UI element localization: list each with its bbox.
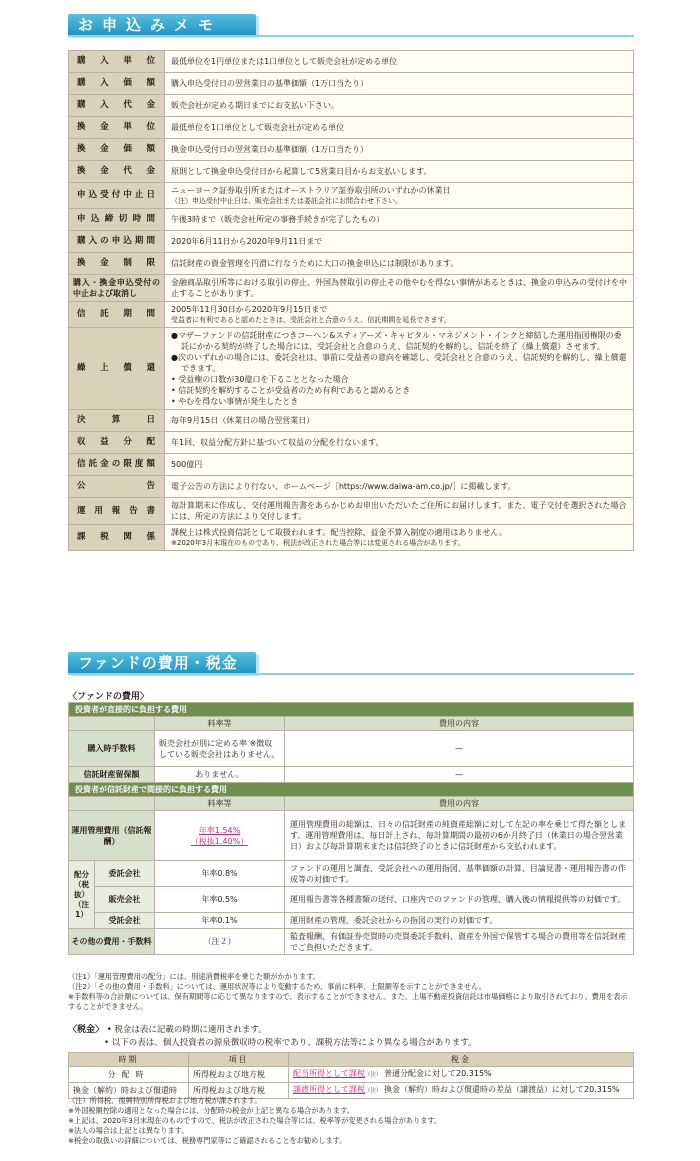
memo-section-title: お申込みメモ bbox=[68, 14, 256, 36]
alloc-desc-trustor: ファンドの運用と調査、受託会社への運用指図、基準価額の計算、目論見書・運用報告書の作成等の対価です。 bbox=[285, 861, 634, 887]
purchase-fee-label: 購入時手数料 bbox=[69, 731, 155, 767]
memo-title-rule bbox=[68, 35, 634, 37]
alloc-label-trustor: 委託会社 bbox=[95, 861, 155, 887]
memo-row-text: 午後3時まで（販売会社所定の事務手続きが完了したもの） bbox=[171, 215, 385, 224]
memo-row-text: 金融商品取引所等における取引の停止、外国為替取引の停止その他やむを得ない事情があるときは、換金の申込みの受付けを中止することがあります。 bbox=[171, 278, 627, 298]
memo-row-value bbox=[165, 183, 634, 209]
memo-row-label: 購入代金 bbox=[69, 95, 165, 117]
memo-row bbox=[69, 432, 634, 454]
memo-row-note: （注）申込受付中止日は、販売会社または委託会社にお問合わせ下さい。 bbox=[171, 197, 402, 205]
tax-detail-capital-gain: 換金（解約）時および償還時の差益（譲渡益）に対して20.315% bbox=[384, 1085, 620, 1094]
memo-row-label: 購入の申込期間 bbox=[69, 231, 165, 253]
tax-row-redemption-item: 所得税および地方税 bbox=[189, 1083, 289, 1099]
memo-row-value bbox=[165, 95, 634, 117]
memo-row-text: 換金申込受付日の翌営業日の基準価額（1万口当たり） bbox=[171, 145, 369, 154]
memo-row-value bbox=[165, 410, 634, 432]
tax-row-distribution-item: 所得税および地方税 bbox=[189, 1067, 289, 1083]
memo-row-value bbox=[165, 498, 634, 525]
memo-row-text: 電子公告の方法により行ない、ホームページ［https://www.daiwa-am.co.jp/］に掲載します。 bbox=[171, 482, 516, 491]
tax-note-mark-1: （注） bbox=[365, 1072, 382, 1078]
memo-row-label: 収益分配 bbox=[69, 432, 165, 454]
reserve-desc: — bbox=[285, 767, 634, 783]
memo-row-text: 販売会社が定める期日までにお支払い下さい。 bbox=[171, 101, 339, 110]
application-memo-table bbox=[68, 50, 634, 551]
tax-bullet-2: • 以下の表は、個人投資者の源泉徴収時の税率であり、課税方法等により異なる場合があります。 bbox=[104, 1038, 477, 1048]
memo-row bbox=[69, 476, 634, 498]
rate-column-header: 料率等 bbox=[155, 717, 285, 731]
memo-row-label: 購入価額 bbox=[69, 73, 165, 95]
tax-heading bbox=[68, 1024, 477, 1050]
tax-note-2: ※外国税額控除の適用となった場合には、分配時の税金が上記と異なる場合があります。 bbox=[68, 1106, 354, 1115]
fee-notes bbox=[68, 972, 634, 1012]
memo-row-value bbox=[165, 209, 634, 231]
tax-row-redemption-time: 換金（解約）時および償還時 bbox=[69, 1083, 189, 1099]
memo-row-label: 換金代金 bbox=[69, 161, 165, 183]
memo-row-value bbox=[165, 328, 634, 410]
memo-row bbox=[69, 275, 634, 302]
fee-header-blank bbox=[69, 717, 155, 731]
memo-row-label: 購入単位 bbox=[69, 51, 165, 73]
fund-fees-subtitle: 〈ファンドの費用〉 bbox=[68, 692, 149, 702]
reserve-rate: ありません。 bbox=[155, 767, 285, 783]
memo-row bbox=[69, 454, 634, 476]
tax-note-4: ※法人の場合は上記とは異なります。 bbox=[68, 1126, 189, 1135]
memo-row-text: 2005年11月30日から2020年9月15日まで bbox=[171, 305, 328, 314]
fee-note-1: （注1）「運用管理費用の配分」には、別途消費税率を乗じた額がかかります。 bbox=[68, 972, 320, 981]
tax-row-distribution-time: 分配時 bbox=[69, 1067, 189, 1083]
memo-row bbox=[69, 95, 634, 117]
alloc-rate-trustor: 年率0.8% bbox=[155, 861, 285, 887]
tax-note-mark-2: （注） bbox=[365, 1088, 382, 1094]
memo-row-label: 課税関係 bbox=[69, 525, 165, 551]
tax-col-tax: 税金 bbox=[289, 1053, 634, 1067]
tax-row-distribution-tax bbox=[289, 1067, 634, 1083]
memo-list-item: ●マザーファンドの信託財産につきコーヘン&スティアーズ・キャピタル・マネジメント・インクと締結した運用指図権限の委託にかかる契約が終了した場合には、受託会社と合意のうえ、信託契約を解約し、信託を終了（繰上償還）させます。 bbox=[171, 331, 622, 351]
memo-row-label: 換金価額 bbox=[69, 139, 165, 161]
memo-list-item: • 信託契約を解約することが受益者のため有利であると認めるとき bbox=[171, 386, 411, 395]
memo-row-text: 毎計算期末に作成し、交付運用報告書をあらかじめお申出いただいたご住所にお届けします。また、電子交付を選択された場合には、所定の方法により交付します。 bbox=[171, 501, 627, 521]
purchase-fee-desc: — bbox=[285, 731, 634, 767]
memo-row-text: 最低単位を1口単位として販売会社が定める単位 bbox=[171, 123, 345, 132]
memo-row bbox=[69, 410, 634, 432]
memo-row-label: 運用報告書 bbox=[69, 498, 165, 525]
alloc-desc-trustee: 運用財産の管理、委託会社からの指図の実行の対価です。 bbox=[285, 913, 634, 929]
memo-row bbox=[69, 183, 634, 209]
memo-row-label: 繰上償還 bbox=[69, 328, 165, 410]
management-fee-desc: 運用管理費用の総額は、日々の信託財産の純資産総額に対して左記の率を乗じて得た額とします。運用管理費用は、毎日計上され、毎計算期間の最初の6か月終了日（休業日の場合翌営業日）および毎計算期末または信託終了のときに信託財産から支払われます。 bbox=[285, 811, 634, 861]
reserve-label: 信託財産留保額 bbox=[69, 767, 155, 783]
tax-table bbox=[68, 1052, 634, 1099]
management-fee-label: 運用管理費用（信託報酬） bbox=[69, 811, 155, 861]
memo-row-text: 課税上は株式投資信託として取扱われます。配当控除、益金不算入制度の適用はありません。 bbox=[171, 528, 507, 537]
memo-row-label: 公告 bbox=[69, 476, 165, 498]
memo-row-value bbox=[165, 51, 634, 73]
memo-row-text: 最低単位を1円単位または1口単位として販売会社が定める単位 bbox=[171, 57, 398, 66]
fund-fee-table bbox=[68, 702, 634, 955]
memo-row bbox=[69, 73, 634, 95]
fees-title-rule bbox=[68, 673, 634, 675]
tax-note-1: （注）所得税、復興特別所得税および地方税が課されます。 bbox=[68, 1096, 262, 1105]
tax-note-5: ※税金の取扱いの詳細については、税務専門家等にご確認されることをお勧めします。 bbox=[68, 1136, 347, 1145]
memo-row bbox=[69, 498, 634, 525]
memo-row-value bbox=[165, 231, 634, 253]
memo-row-label: 換金制限 bbox=[69, 253, 165, 275]
memo-row-value bbox=[165, 302, 634, 328]
tax-note-3: ※上記は、2020年3月末現在のものですので、税法が改正された場合等には、税率等が変更される場合があります。 bbox=[68, 1116, 442, 1125]
management-fee-rate-gross: 年率1.54% bbox=[198, 825, 241, 835]
alloc-rate-distributor: 年率0.5% bbox=[155, 887, 285, 913]
memo-row bbox=[69, 139, 634, 161]
alloc-desc-distributor: 運用報告書等各種書類の送付、口座内でのファンドの管理、購入後の情報提供等の対価です。 bbox=[285, 887, 634, 913]
alloc-label-trustee: 受託会社 bbox=[95, 913, 155, 929]
memo-row-value bbox=[165, 73, 634, 95]
memo-row bbox=[69, 231, 634, 253]
memo-row bbox=[69, 302, 634, 328]
management-fee-rate bbox=[155, 811, 285, 861]
memo-row-text: 信託財産の資金管理を円滑に行なうために大口の換金申込には制限があります。 bbox=[171, 259, 459, 268]
memo-row-text: 年1回、収益分配方針に基づいて収益の分配を行ないます。 bbox=[171, 438, 384, 447]
memo-row-text: 毎年9月15日（休業日の場合翌営業日） bbox=[171, 416, 315, 425]
memo-row-value bbox=[165, 275, 634, 302]
description-column-header-2: 費用の内容 bbox=[285, 797, 634, 811]
memo-row-label: 信託金の限度額 bbox=[69, 454, 165, 476]
other-fee-rate: （注２） bbox=[155, 929, 285, 955]
memo-row-value bbox=[165, 476, 634, 498]
memo-row-label: 購入・換金申込受付の中止および取消し bbox=[69, 275, 165, 302]
rate-column-header-2: 料率等 bbox=[155, 797, 285, 811]
purchase-fee-rate: 販売会社が別に定める率 ※徴収している販売会社はありません。 bbox=[155, 731, 285, 767]
memo-row-value bbox=[165, 525, 634, 551]
memo-row-value bbox=[165, 432, 634, 454]
description-column-header: 費用の内容 bbox=[285, 717, 634, 731]
tax-label: 〈税金〉 bbox=[68, 1025, 105, 1035]
memo-row-note: ※2020年3月末現在のものであり、税法が改正された場合等には変更される場合があります。 bbox=[171, 539, 465, 547]
tax-bullet-1: • 税金は表に記載の時期に適用されます。 bbox=[106, 1025, 267, 1035]
memo-row-text: 原則として換金申込受付日から起算して5営業日目からお支払いします。 bbox=[171, 167, 432, 176]
memo-row-text: 2020年6月11日から2020年9月11日まで bbox=[171, 237, 323, 246]
memo-row-label: 申込締切時間 bbox=[69, 209, 165, 231]
direct-cost-group: 投資者が直接的に負担する費用 bbox=[69, 703, 634, 717]
memo-row bbox=[69, 525, 634, 551]
memo-row-value bbox=[165, 454, 634, 476]
fees-section-title: ファンドの費用・税金 bbox=[68, 652, 256, 674]
memo-row bbox=[69, 209, 634, 231]
tax-kind-dividend: 配当所得として課税 bbox=[293, 1069, 365, 1078]
memo-row-value bbox=[165, 161, 634, 183]
allocation-label: 配分（税抜）（注1） bbox=[69, 861, 95, 929]
memo-row-value bbox=[165, 117, 634, 139]
fee-note-2: （注2）「その他の費用・手数料」については、運用状況等により変動するため、事前に料率、上限額等を示すことができません。 bbox=[68, 982, 486, 991]
memo-row bbox=[69, 161, 634, 183]
memo-row bbox=[69, 253, 634, 275]
fee-header-blank-2 bbox=[69, 797, 155, 811]
memo-list-item: ●次のいずれかの場合には、委託会社は、事前に受益者の意向を確認し、受託会社と合意のうえ、信託契約を解約し、繰上償還できます。 bbox=[171, 353, 627, 373]
memo-row bbox=[69, 51, 634, 73]
alloc-label-distributor: 販売会社 bbox=[95, 887, 155, 913]
memo-row-text: 500億円 bbox=[171, 460, 203, 469]
fee-note-3: ※手数料等の合計額については、保有期間等に応じて異なりますので、表示することができません。また、上場不動産投資信託は市場価格により取引されており、費用を表示することができません。 bbox=[68, 992, 628, 1011]
management-fee-rate-net: （税抜1.40%） bbox=[190, 836, 249, 846]
memo-row-value bbox=[165, 139, 634, 161]
memo-list-item: • やむを得ない事情が発生したとき bbox=[171, 397, 299, 406]
memo-row bbox=[69, 328, 634, 410]
memo-row-list bbox=[171, 330, 627, 407]
tax-notes bbox=[68, 1096, 634, 1146]
memo-row-note: 受益者に有利であると認めたときは、受託会社と合意のうえ、信託期間を延長できます。 bbox=[171, 316, 451, 324]
memo-row-label: 換金単位 bbox=[69, 117, 165, 139]
indirect-cost-group: 投資者が信託財産で間接的に負担する費用 bbox=[69, 783, 634, 797]
alloc-rate-trustee: 年率0.1% bbox=[155, 913, 285, 929]
memo-row-value bbox=[165, 253, 634, 275]
memo-row-label: 申込受付中止日 bbox=[69, 183, 165, 209]
tax-col-item: 項目 bbox=[189, 1053, 289, 1067]
other-fee-label: その他の費用・手数料 bbox=[69, 929, 155, 955]
memo-row-text: 購入申込受付日の翌営業日の基準価額（1万口当たり） bbox=[171, 79, 369, 88]
tax-detail-dividend: 普通分配金に対して20.315% bbox=[384, 1069, 492, 1078]
memo-list-item: • 受益権の口数が30億口を下ることとなった場合 bbox=[171, 375, 349, 384]
memo-row bbox=[69, 117, 634, 139]
other-fee-desc: 監査報酬、有価証券売買時の売買委託手数料、資産を外国で保管する場合の費用等を信託財産でご負担いただきます。 bbox=[285, 929, 634, 955]
memo-row-label: 信託期間 bbox=[69, 302, 165, 328]
memo-row-label: 決算日 bbox=[69, 410, 165, 432]
tax-col-time: 時期 bbox=[69, 1053, 189, 1067]
memo-row-text: ニューヨーク証券取引所またはオーストラリア証券取引所のいずれかの休業日 bbox=[171, 186, 451, 195]
tax-kind-capital-gain: 譲渡所得として課税 bbox=[293, 1085, 365, 1094]
